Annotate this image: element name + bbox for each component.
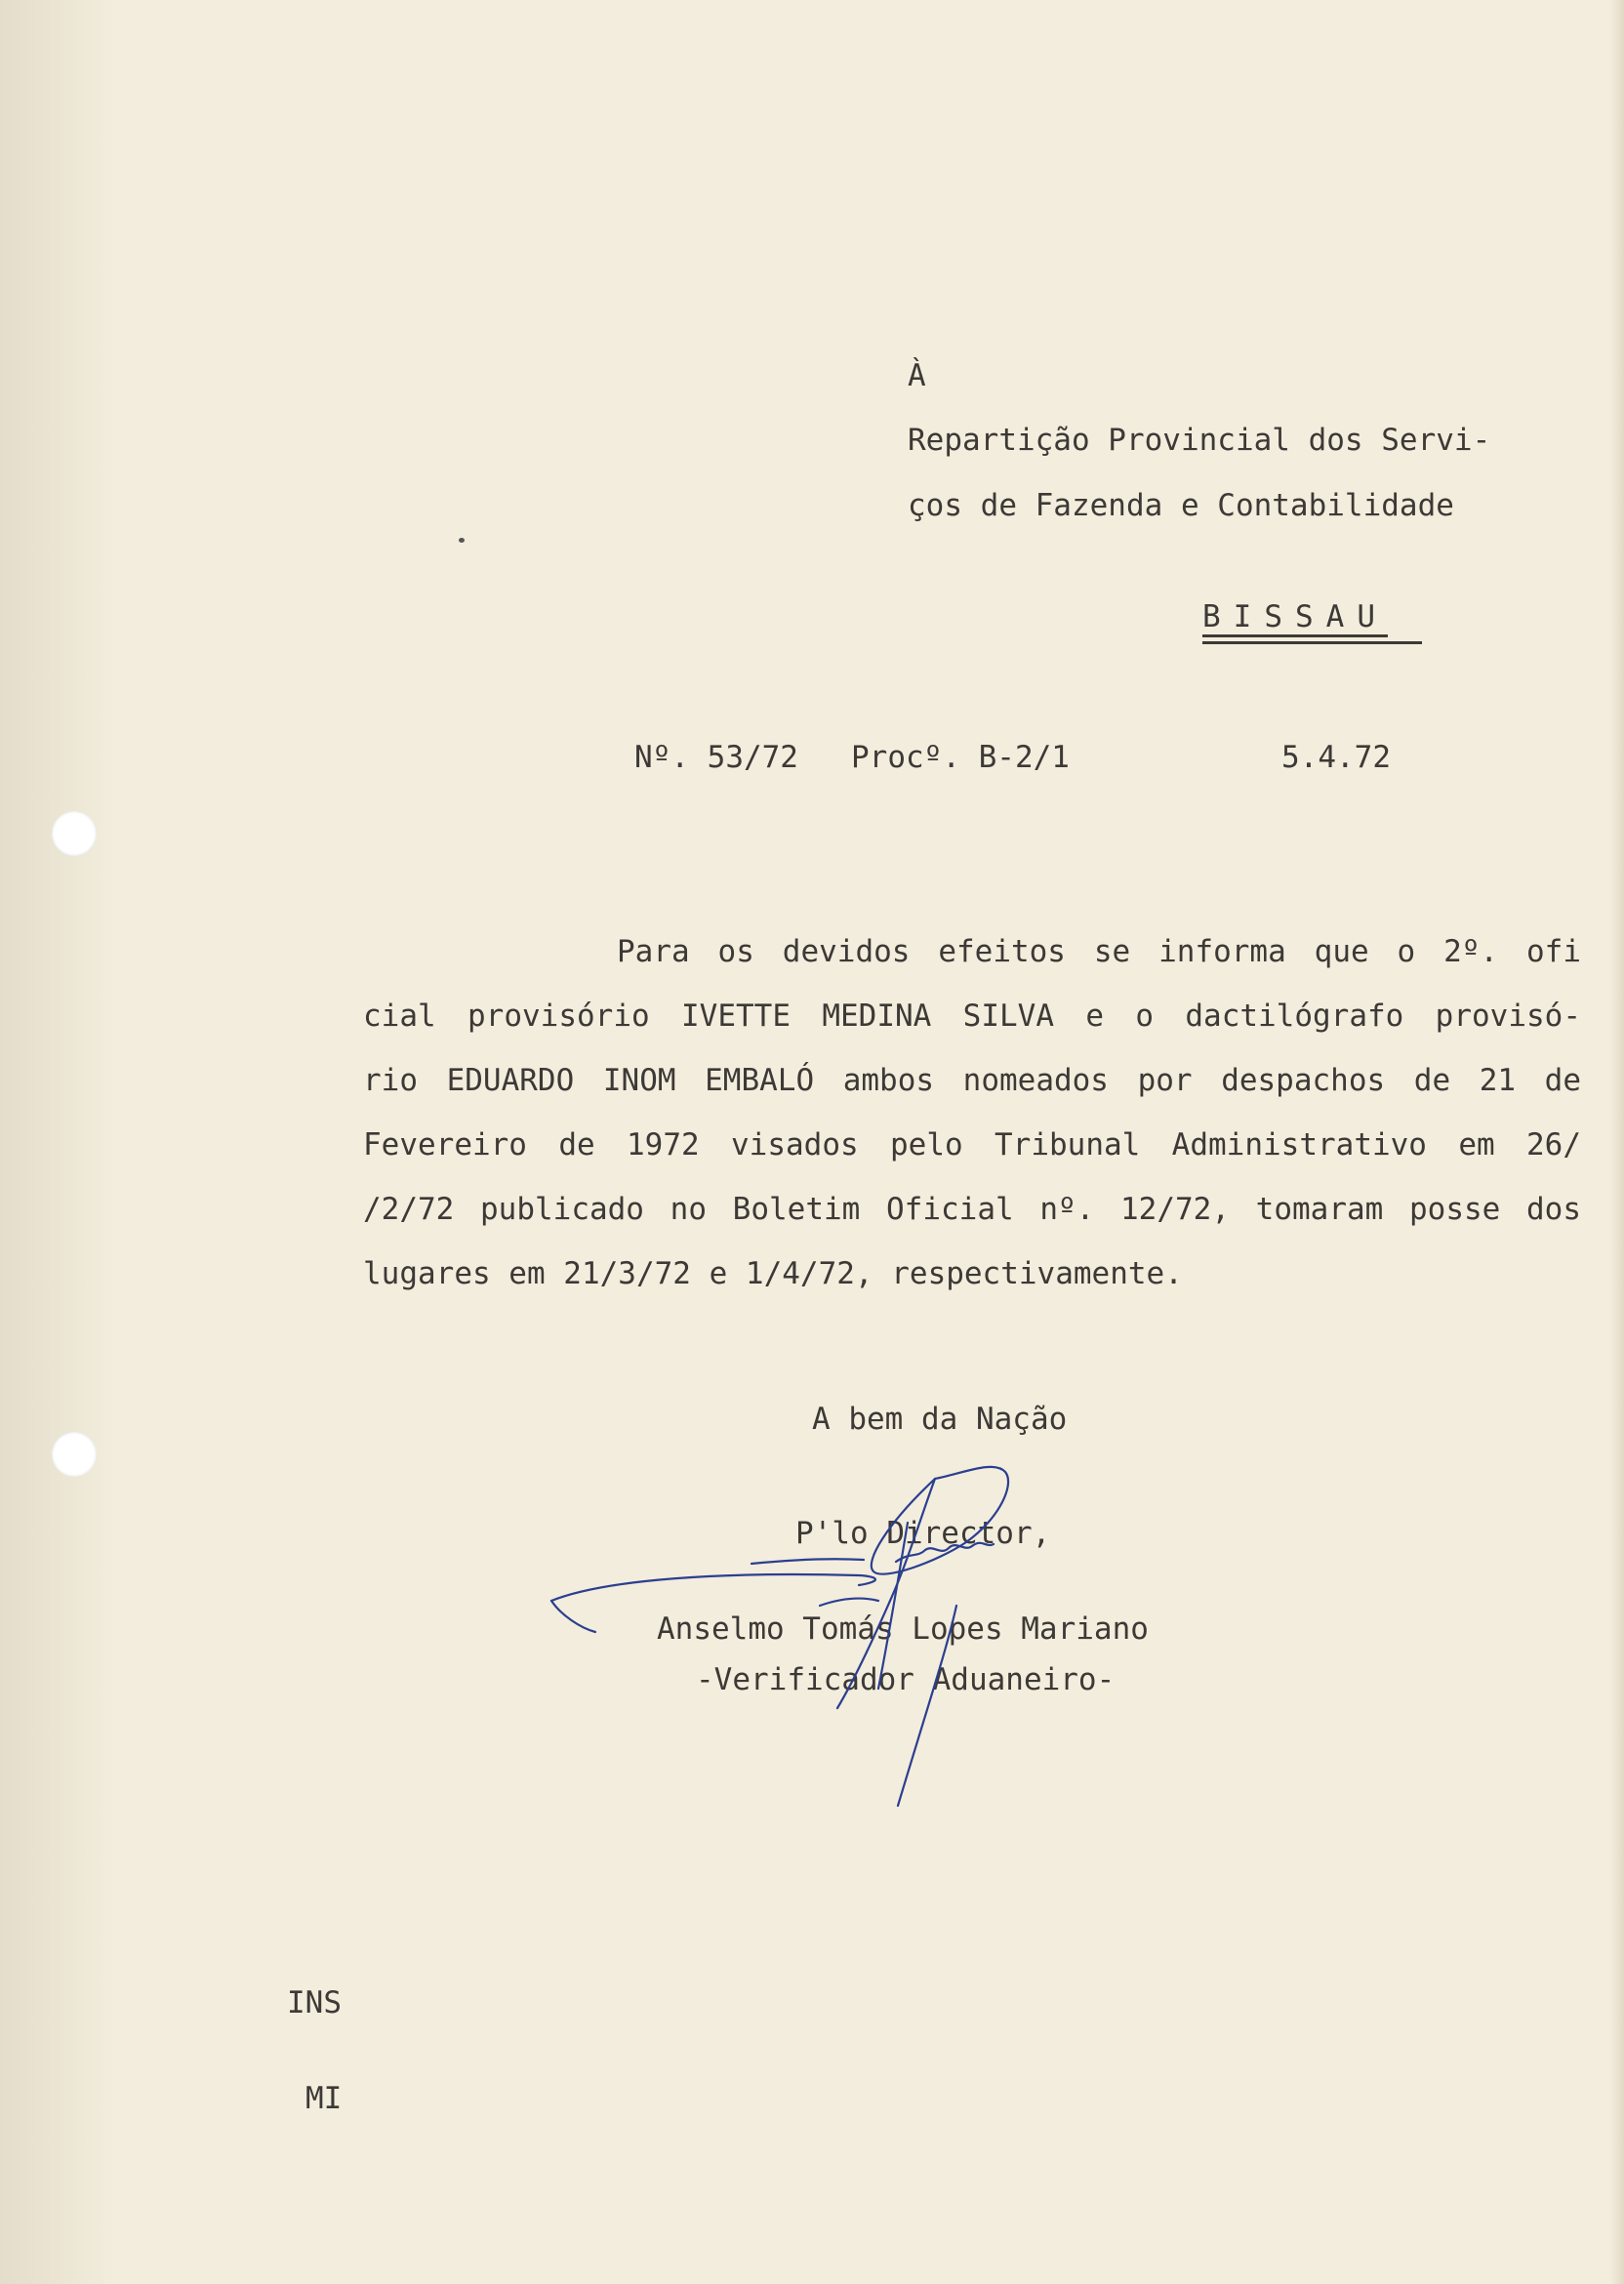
body-line-4: Fevereiro de 1972 visados pelo Tribunal Administrativo em 26/ xyxy=(363,1127,1581,1162)
signature-stroke-mid xyxy=(878,1523,908,1689)
signature-stroke-tail xyxy=(551,1601,595,1632)
paper-left-edge xyxy=(0,0,115,2284)
reference-date: 5.4.72 xyxy=(1281,740,1391,775)
addressee-prefix: À xyxy=(908,358,926,393)
addressee-line-1: Repartição Provincial dos Servi- xyxy=(908,423,1491,458)
signature-stroke-cross xyxy=(820,1599,878,1606)
body-line-2: cial provisório IVETTE MEDINA SILVA e o dactilógrafo provisó- xyxy=(363,999,1581,1034)
paper-right-edge xyxy=(1610,0,1624,2284)
punch-hole-bottom xyxy=(52,1432,97,1477)
signature-stroke-down xyxy=(898,1606,956,1806)
body-line-6: lugares em 21/3/72 e 1/4/72, respectivamente. xyxy=(363,1256,1183,1291)
signature-stroke-main xyxy=(837,1479,935,1708)
body-line-5: /2/72 publicado no Boletim Oficial nº. 12/72, tomaram posse dos xyxy=(363,1192,1581,1227)
reference-number: Nº. 53/72 xyxy=(634,740,798,775)
ink-speck xyxy=(459,538,465,543)
signature-stroke-bar xyxy=(751,1559,864,1564)
body-line-3: rio EDUARDO INOM EMBALÓ ambos nomeados por despachos de 21 de xyxy=(363,1063,1581,1098)
closing-salutation: A bem da Nação xyxy=(812,1402,1068,1437)
addressee-line-2: ços de Fazenda e Contabilidade xyxy=(908,488,1454,523)
closing-for-director: P'lo Director, xyxy=(795,1516,1051,1551)
footer-code-ins: INS xyxy=(287,1985,342,2020)
signer-name: Anselmo Tomás Lopes Mariano xyxy=(657,1611,1149,1647)
body-line-1: Para os devidos efeitos se informa que o 2º. ofi xyxy=(617,934,1581,969)
reference-process: Procº. B-2/1 xyxy=(851,740,1070,775)
addressee-city: BISSAU xyxy=(1202,599,1388,634)
punch-hole-top xyxy=(52,811,97,856)
city-double-underline xyxy=(1202,641,1422,644)
handwritten-signature xyxy=(527,1454,1132,1825)
signature-stroke-underline xyxy=(551,1574,875,1601)
footer-code-mi: MI xyxy=(305,2081,343,2116)
signature-stroke-loop xyxy=(872,1467,1008,1574)
signer-title: -Verificador Aduaneiro- xyxy=(696,1662,1116,1697)
